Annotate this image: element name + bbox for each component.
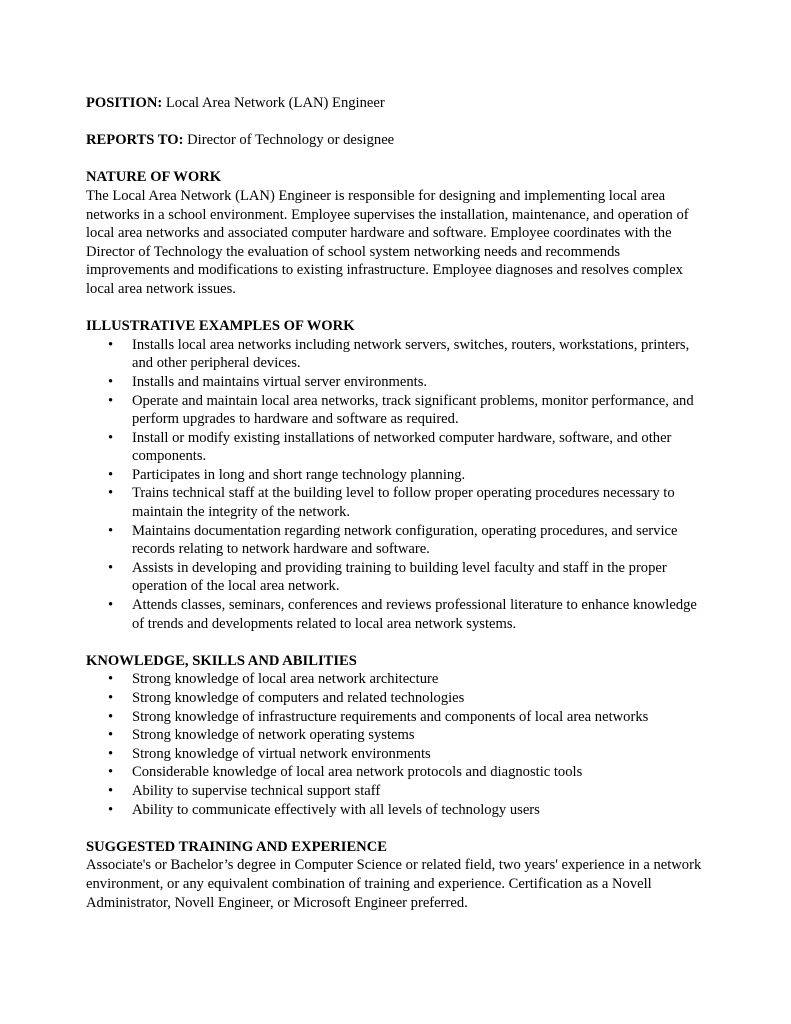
- training-experience-heading: SUGGESTED TRAINING AND EXPERIENCE: [86, 838, 387, 855]
- list-item: [86, 782, 705, 801]
- list-item-text: Operate and maintain local area networks, track significant problems, monitor performance, and perform upgrades to hardware and software as required.: [132, 392, 694, 428]
- list-item-text: Maintains documentation regarding network configuration, operating procedures, and service records relating to network hardware and software.: [132, 522, 678, 558]
- list-item: [86, 763, 705, 782]
- bullet-icon: •: [108, 597, 114, 614]
- list-item: [86, 373, 705, 392]
- list-item: [86, 726, 705, 745]
- position-value: Local Area Network (LAN) Engineer: [165, 95, 385, 111]
- list-item-text: Strong knowledge of virtual network environments: [132, 745, 431, 762]
- list-item-text: Trains technical staff at the building level to follow proper operating procedures necessary to maintain the integrity of the network.: [132, 485, 675, 521]
- list-item: [86, 336, 705, 373]
- bullet-icon: •: [108, 522, 114, 539]
- list-item: [86, 484, 705, 521]
- list-item: [86, 801, 705, 820]
- list-item-text: Installs and maintains virtual server environments.: [132, 373, 428, 390]
- reports-to-value: Director of Technology or designee: [187, 132, 395, 149]
- list-item-text: Participates in long and short range technology planning.: [132, 466, 466, 483]
- list-item-text: Installs local area networks including network servers, switches, routers, workstations, printers, and other peripheral devices.: [132, 336, 690, 372]
- list-item: [86, 708, 705, 727]
- bullet-icon: •: [108, 559, 114, 576]
- knowledge-skills-section: [86, 652, 705, 819]
- bullet-icon: •: [108, 745, 114, 762]
- bullet-icon: •: [108, 708, 114, 725]
- bullet-icon: •: [108, 466, 114, 483]
- list-item-text: Ability to communicate effectively with all levels of technology users: [132, 801, 540, 818]
- illustrative-examples-list: [86, 336, 705, 634]
- list-item-text: Ability to supervise technical support staff: [132, 782, 381, 799]
- knowledge-skills-list: [86, 670, 705, 819]
- list-item: [86, 745, 705, 764]
- list-item-text: Strong knowledge of infrastructure requirements and components of local area networks: [132, 708, 649, 725]
- list-item-text: Strong knowledge of network operating systems: [132, 727, 415, 744]
- nature-of-work-text: The Local Area Network (LAN) Engineer is responsible for designing and implementing local area networks in a school environment. Employee supervises the installation, maintenance, and operation of local area networks and associated computer hardware and software. Employee coordinates with the Director of Technology the evaluation of school system networking needs and recommends improvements and modifications to existing infrastructure. Employee diagnoses and resolves complex local area network issues.: [86, 187, 689, 297]
- training-experience-section: [86, 838, 705, 912]
- bullet-icon: •: [108, 690, 114, 706]
- list-item: [86, 559, 705, 596]
- bullet-icon: •: [108, 429, 114, 446]
- list-item-text: Strong knowledge of local area network architecture: [132, 671, 439, 688]
- bullet-icon: •: [108, 671, 114, 688]
- bullet-icon: •: [108, 373, 114, 390]
- bullet-icon: •: [108, 392, 114, 409]
- knowledge-skills-heading: KNOWLEDGE, SKILLS AND ABILITIES: [86, 652, 357, 669]
- nature-of-work-section: [86, 168, 705, 298]
- training-experience-text: Associate's or Bachelor’s degree in Computer Science or related field, two years' experience in a network environment, or any equivalent combination of training and experience. Certification as a Novell Administrator, Novell Engineer, or Microsoft Engineer preferred.: [86, 857, 702, 911]
- list-item-text: Assists in developing and providing training to building level faculty and staff in the proper operation of the local area network.: [132, 559, 667, 595]
- position-label: POSITION:: [86, 95, 163, 111]
- list-item: [86, 689, 705, 708]
- bullet-icon: •: [108, 336, 114, 353]
- list-item: [86, 466, 705, 485]
- list-item: [86, 392, 705, 429]
- bullet-icon: •: [108, 801, 114, 818]
- list-item: [86, 522, 705, 559]
- list-item-text: Attends classes, seminars, conferences and reviews professional literature to enhance knowledge of trends and developments related to local area network systems.: [132, 597, 697, 632]
- list-item-text: Strong knowledge of computers and related technologies: [132, 690, 465, 706]
- list-item: [86, 429, 705, 466]
- nature-of-work-heading: NATURE OF WORK: [86, 169, 222, 186]
- bullet-icon: •: [108, 764, 114, 781]
- position-line: [86, 94, 705, 113]
- illustrative-examples-section: [86, 317, 705, 633]
- list-item: [86, 670, 705, 689]
- list-item-text: Considerable knowledge of local area network protocols and diagnostic tools: [132, 764, 583, 781]
- list-item: [86, 596, 705, 633]
- illustrative-examples-heading: ILLUSTRATIVE EXAMPLES OF WORK: [86, 318, 355, 335]
- bullet-icon: •: [108, 485, 114, 502]
- list-item-text: Install or modify existing installations of networked computer hardware, software, and other components.: [132, 429, 672, 465]
- bullet-icon: •: [108, 782, 114, 799]
- bullet-icon: •: [108, 727, 114, 744]
- reports-to-label: REPORTS TO:: [86, 132, 184, 149]
- reports-to-line: [86, 131, 705, 150]
